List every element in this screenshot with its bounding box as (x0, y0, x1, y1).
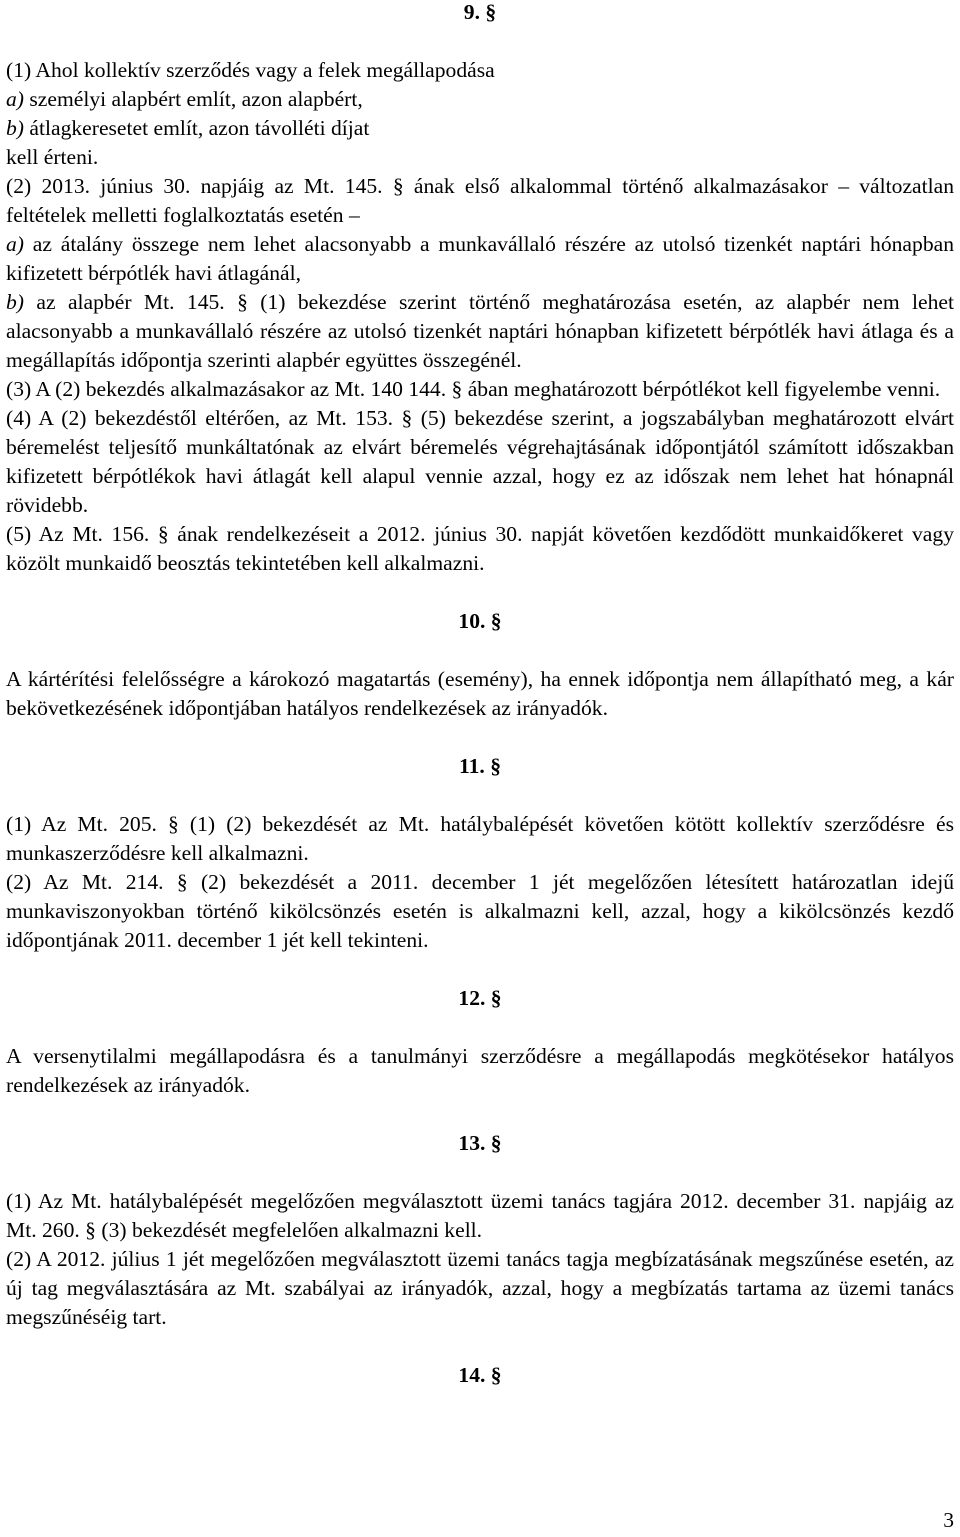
paragraph (6, 85, 954, 114)
paragraph: A kártérítési felelősségre a károkozó magatartás (esemény), ha ennek időpontja nem állapítható meg, a kár bekövetkezésének időpontjában hatályos rendelkezések az irányadók. (6, 667, 954, 720)
paragraph: (4) A (2) bekezdéstől eltérően, az Mt. 153. § (5) bekezdése szerint, a jogszabályban meghatározott elvárt béremelést teljesítő munkáltatónak az elvárt béremelés végrehajtásának időpontjától számított időszakban kifizetett bérpótlékok havi átlagát kell alapul vennie azzal, hogy ez az időszak nem lehet hat hónapnál rövidebb. (6, 406, 954, 517)
section-heading-10: 10. § (458, 609, 502, 633)
section-heading-13: 13. § (458, 1131, 502, 1155)
paragraph-text: az alapbér Mt. 145. § (1) bekezdése szerint történő meghatározása esetén, az alapbér nem lehet alacsonyabb a munkavállaló részére az utolsó tizenkét naptári hónapban kifizetett bérpótlék havi átlaga és a megállapítás időpontja szerinti alapbér együttes összegénél. (6, 290, 954, 372)
section-heading-9: 9. § (463, 0, 497, 24)
paragraph (6, 230, 954, 288)
list-marker-b: b) (6, 290, 24, 314)
paragraph: kell érteni. (6, 145, 99, 169)
paragraph-text: az átalány összege nem lehet alacsonyabb a munkavállaló részére az utolsó tizenkét naptári hónapban kifizetett bérpótlék havi átlagánál, (6, 232, 954, 285)
list-marker-a: a) (6, 87, 24, 111)
paragraph (6, 288, 954, 375)
paragraph-text: átlagkeresetet említ, azon távolléti díjat (29, 116, 370, 140)
paragraph: (3) A (2) bekezdés alkalmazásakor az Mt. 140 144. § ában meghatározott bérpótlékot kell figyelembe venni. (6, 377, 941, 401)
paragraph: (2) A 2012. július 1 jét megelőzően megválasztott üzemi tanács tagja megbízatásának megszűnése esetén, az új tag megválasztására az Mt. szabályai az irányadók, azzal, hogy a megbízatás tartama az üzemi tanács megszűnéséig tart. (6, 1247, 954, 1329)
paragraph: (1) Az Mt. hatálybalépését megelőzően megválasztott üzemi tanács tagjára 2012. december 31. napjáig az Mt. 260. § (3) bekezdését megfelelően alkalmazni kell. (6, 1189, 954, 1242)
paragraph: (2) 2013. június 30. napjáig az Mt. 145. § ának első alkalommal történő alkalmazásakor – változatlan feltételek melletti foglalkoztatás esetén – (6, 174, 954, 227)
section-heading-12: 12. § (458, 986, 502, 1010)
section-heading-11: 11. § (459, 754, 501, 778)
paragraph: A versenytilalmi megállapodásra és a tanulmányi szerződésre a megállapodás megkötésekor hatályos rendelkezések az irányadók. (6, 1044, 954, 1097)
paragraph: (2) Az Mt. 214. § (2) bekezdését a 2011. december 1 jét megelőzően létesített határozatlan idejű munkaviszonyokban történő kikölcsönzés esetén is alkalmazni kell, azzal, hogy a kikölcsönzés kezdő időpontjának 2011. december 1 jét kell tekinteni. (6, 870, 954, 952)
paragraph (6, 114, 954, 143)
paragraph: (1) Az Mt. 205. § (1) (2) bekezdését az Mt. hatálybalépését követően kötött kollektív szerződésre és munkaszerződésre kell alkalmazni. (6, 812, 954, 865)
document-body (6, 56, 954, 1419)
page-number: 3 (943, 1508, 954, 1532)
paragraph-text: személyi alapbért említ, azon alapbért, (29, 87, 363, 111)
paragraph: (1) Ahol kollektív szerződés vagy a felek megállapodása (6, 58, 495, 82)
section-heading-14: 14. § (458, 1363, 502, 1387)
paragraph: (5) Az Mt. 156. § ának rendelkezéseit a 2012. június 30. napját követően kezdődött munkaidőkeret vagy közölt munkaidő beosztás tekintetében kell alkalmazni. (6, 522, 954, 575)
list-marker-a: a) (6, 232, 24, 256)
list-marker-b: b) (6, 116, 24, 140)
